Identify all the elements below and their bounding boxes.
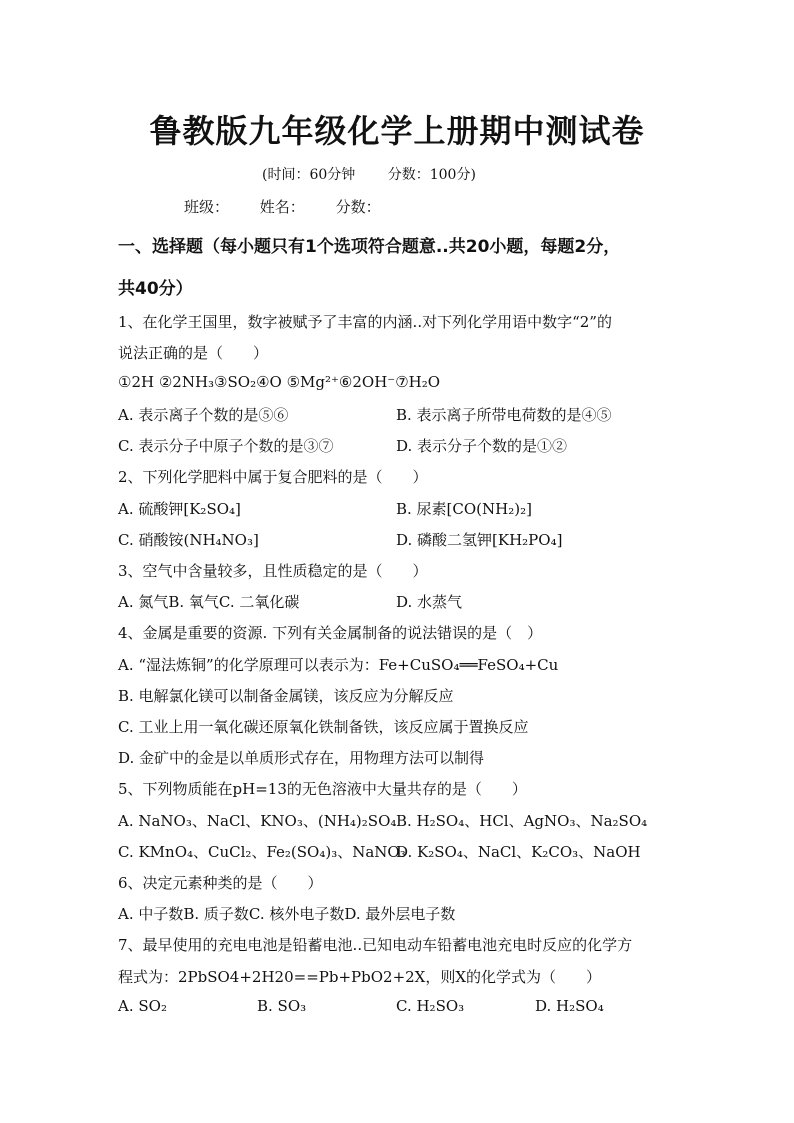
- q1-option-b: B. 表示离子所带电荷数的是④⑤: [396, 406, 612, 424]
- q7-stem-line1: 7、最早使用的充电电池是铅蓄电池..已知电动车铅蓄电池充电时反应的化学方: [118, 936, 633, 954]
- q4-option-d: D. 金矿中的金是以单质形式存在，用物理方法可以制得: [118, 749, 485, 767]
- q6-stem: 6、决定元素种类的是（ ）: [118, 874, 323, 892]
- q3-option-d: D. 水蒸气: [396, 593, 463, 611]
- q3-options-abc: A. 氮气B. 氧气C. 二氧化碳: [118, 593, 300, 611]
- section-title-1: 一、选择题（每小题只有1个选项符合题意..共20小题，每题2分，: [118, 237, 621, 257]
- student-info: [184, 196, 407, 217]
- q5-option-b: B. H₂SO₄、HCl、AgNO₃、Na₂SO₄: [396, 812, 648, 830]
- q1-option-d: D. 表示分子个数的是①②: [396, 437, 568, 455]
- q1-stem-line1: 1、在化学王国里，数字被赋予了丰富的内涵..对下列化学用语中数字“2”的: [118, 313, 612, 331]
- q7-option-c: C. H₂SO₃: [396, 997, 465, 1015]
- q2-option-d: D. 磷酸二氢钾[KH₂PO₄]: [396, 531, 563, 549]
- q3-stem: 3、空气中含量较多，且性质稳定的是（ ）: [118, 562, 428, 580]
- q4-option-a: A. “湿法炼铜”的化学原理可以表示为：Fe+CuSO₄══FeSO₄+Cu: [118, 656, 559, 674]
- q5-option-a: A. NaNO₃、NaCl、KNO₃、(NH₄)₂SO₄: [118, 812, 397, 830]
- q1-stem-line2: 说法正确的是（ ）: [118, 344, 269, 362]
- exam-score: 分数：100分): [387, 167, 476, 183]
- page-title: 鲁教版九年级化学上册期中测试卷: [149, 112, 645, 150]
- q7-option-b: B. SO₃: [257, 997, 307, 1015]
- q2-option-b: B. 尿素[CO(NH₂)₂]: [396, 500, 532, 518]
- q1-option-c: C. 表示分子中原子个数的是③⑦: [118, 437, 334, 455]
- q4-option-b: B. 电解氯化镁可以制备金属镁，该反应为分解反应: [118, 687, 454, 705]
- q1-option-a: A. 表示离子个数的是⑤⑥: [118, 406, 289, 424]
- exam-time: (时间：60分钟: [262, 167, 356, 183]
- q2-option-c: C. 硝酸铵(NH₄NO₃]: [118, 531, 259, 549]
- q7-option-a: A. SO₂: [118, 997, 167, 1015]
- q4-option-c: C. 工业上用一氧化碳还原氧化铁制备铁，该反应属于置换反应: [118, 718, 529, 736]
- q7-stem-line2: 程式为：2PbSO4+2H20==Pb+PbO2+2X，则X的化学式为（ ）: [118, 968, 602, 986]
- name-label: 姓名：: [259, 198, 305, 216]
- q5-option-c: C. KMnO₄、CuCl₂、Fe₂(SO₄)₃、NaNO₃: [118, 843, 406, 861]
- q2-stem: 2、下列化学肥料中属于复合肥料的是（ ）: [118, 468, 428, 486]
- q6-options: A. 中子数B. 质子数C. 核外电子数D. 最外层电子数: [118, 905, 456, 923]
- q1-formulas: ①2H ②2NH₃③SO₂④O ⑤Mg²⁺⑥2OH⁻⑦H₂O: [118, 373, 441, 391]
- q4-stem: 4、金属是重要的资源. 下列有关金属制备的说法错误的是（ ）: [118, 624, 543, 642]
- exam-meta: [262, 164, 504, 184]
- q7-option-d: D. H₂SO₄: [535, 997, 604, 1015]
- class-label: 班级：: [184, 198, 230, 216]
- q5-stem: 5、下列物质能在pH=13的无色溶液中大量共存的是（ ）: [118, 780, 527, 798]
- q5-option-d: D. K₂SO₄、NaCl、K₂CO₃、NaOH: [396, 843, 641, 861]
- section-title-2: 共40分）: [118, 279, 193, 299]
- score-label: 分数：: [335, 198, 381, 216]
- q2-option-a: A. 硫酸钾[K₂SO₄]: [118, 500, 241, 518]
